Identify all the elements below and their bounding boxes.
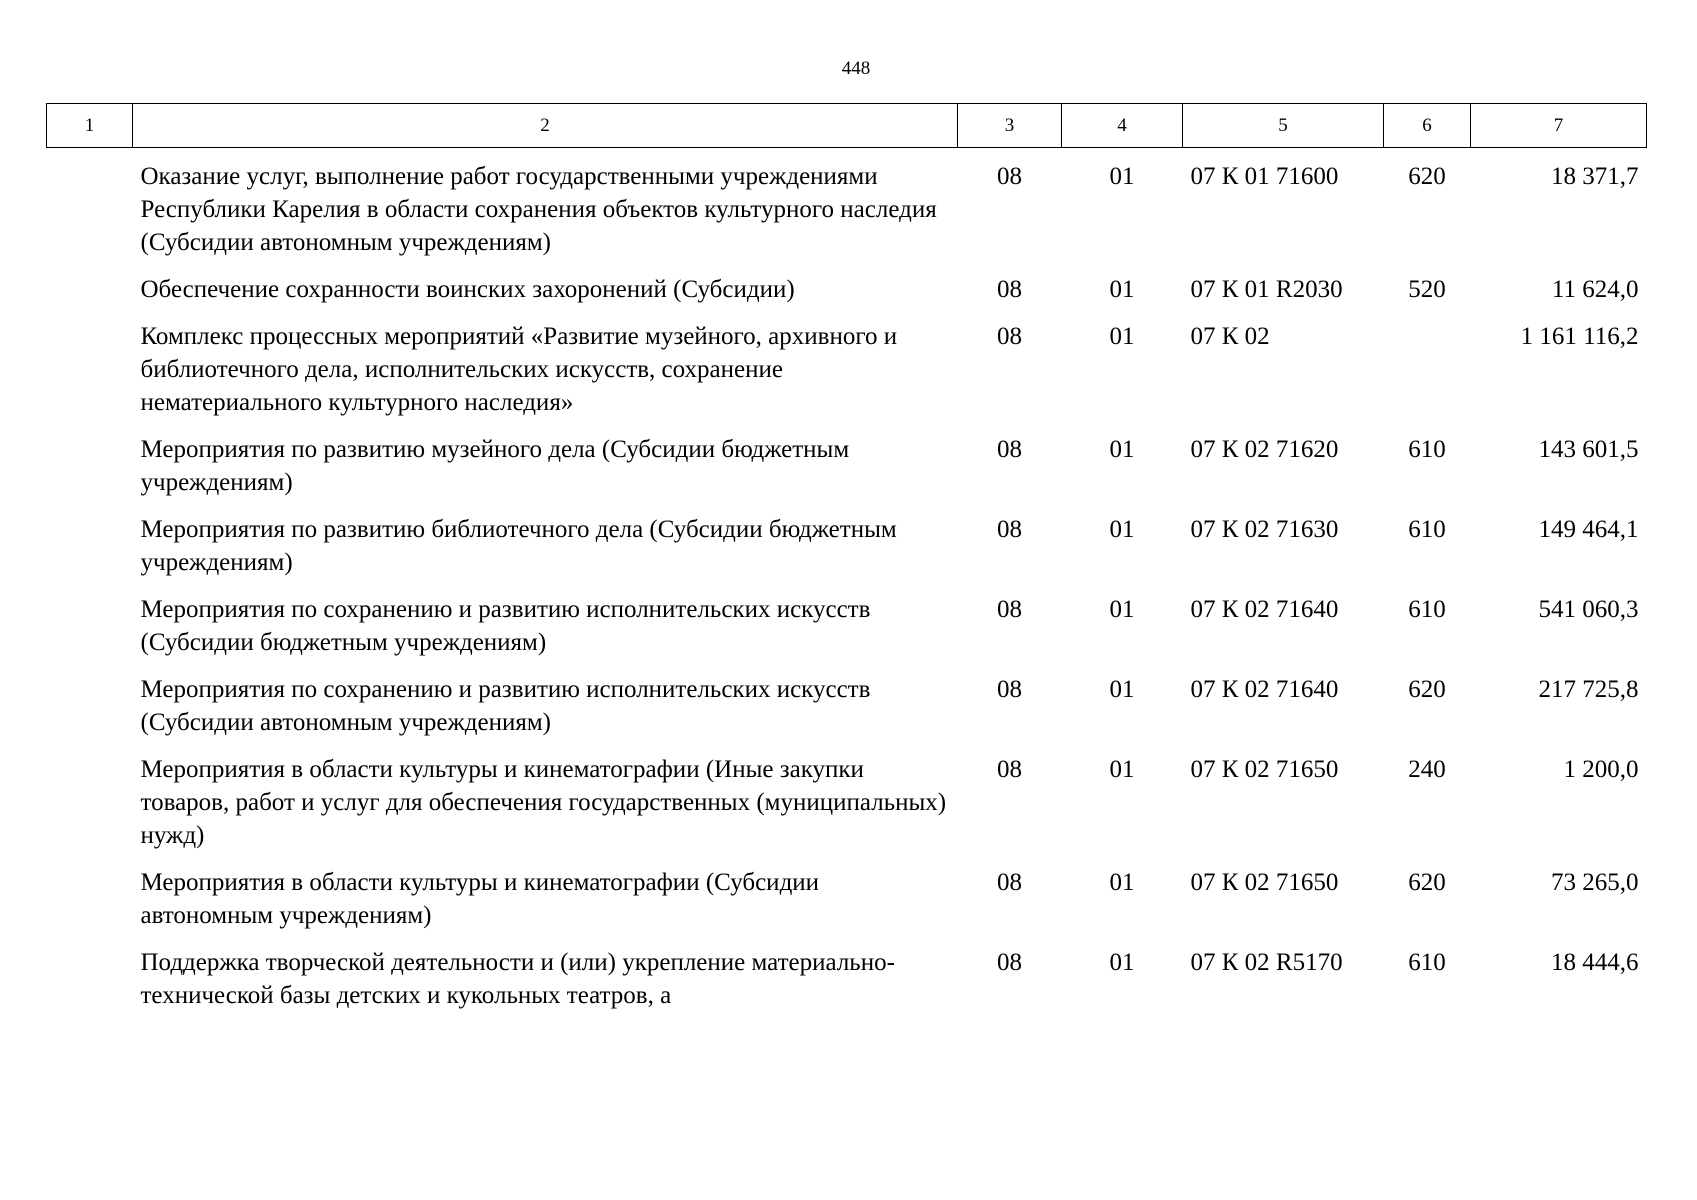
amount: 217 725,8 — [1538, 676, 1639, 703]
row-number-cell — [47, 148, 133, 274]
subsection-code: 01 — [1109, 436, 1135, 463]
target-article-code: 07 К 01 71600 — [1190, 163, 1339, 190]
item-name: Мероприятия в области культуры и кинематографии (Субсидии автономным учреждениям) — [140, 869, 820, 929]
section-code: 08 — [997, 756, 1022, 783]
target-article-code: 07 К 01 R2030 — [1190, 276, 1343, 303]
row-number-cell — [47, 753, 133, 866]
expense-type-code: 620 — [1408, 163, 1446, 190]
item-name: Обеспечение сохранности воинских захоронений (Субсидии) — [140, 276, 795, 303]
item-name: Комплекс процессных мероприятий «Развитие музейного, архивного и библиотечного дела, исполнительских искусств, сохранение нематериального культурного наследия» — [140, 323, 898, 416]
amount: 11 624,0 — [1551, 276, 1639, 303]
target-article-code: 07 К 02 — [1190, 323, 1270, 350]
item-name: Мероприятия по развитию музейного дела (Субсидии бюджетным учреждениям) — [140, 436, 850, 496]
section-code: 08 — [997, 516, 1022, 543]
column-header-4: 4 — [1062, 104, 1183, 148]
table-row — [47, 946, 1647, 1026]
column-header-6: 6 — [1384, 104, 1471, 148]
target-article-code: 07 К 02 71640 — [1190, 596, 1339, 623]
target-article-code: 07 К 02 71640 — [1190, 676, 1339, 703]
row-number-cell — [47, 946, 133, 1026]
section-code: 08 — [997, 276, 1022, 303]
budget-table — [46, 103, 1647, 1026]
item-name: Оказание услуг, выполнение работ государственными учреждениями Республики Карелия в области сохранения объектов культурного наследия (Субсидии автономным учреждениям) — [140, 163, 937, 256]
amount: 18 444,6 — [1551, 949, 1639, 976]
subsection-code: 01 — [1109, 163, 1135, 190]
amount: 18 371,7 — [1551, 163, 1639, 190]
amount: 1 200,0 — [1563, 756, 1639, 783]
subsection-code: 01 — [1109, 756, 1135, 783]
item-name: Мероприятия по сохранению и развитию исполнительских искусств (Субсидии автономным учреждениям) — [140, 676, 871, 736]
table-row — [47, 753, 1647, 866]
page-number: 448 — [841, 58, 871, 79]
subsection-code: 01 — [1109, 516, 1135, 543]
target-article-code: 07 К 02 71650 — [1190, 756, 1339, 783]
section-code: 08 — [997, 323, 1022, 350]
section-code: 08 — [997, 436, 1022, 463]
table-row — [47, 320, 1647, 433]
expense-type-code: 520 — [1408, 276, 1446, 303]
column-header-2: 2 — [133, 104, 958, 148]
table-row — [47, 148, 1647, 274]
amount: 1 161 116,2 — [1520, 323, 1639, 350]
row-number-cell — [47, 320, 133, 433]
item-name: Поддержка творческой деятельности и (или) укрепление материально-технической базы детских и кукольных театров, а — [140, 949, 895, 1009]
target-article-code: 07 К 02 R5170 — [1190, 949, 1343, 976]
row-number-cell — [47, 593, 133, 673]
row-number-cell — [47, 433, 133, 513]
subsection-code: 01 — [1109, 276, 1135, 303]
section-code: 08 — [997, 596, 1022, 623]
row-number-cell — [47, 673, 133, 753]
column-header-3: 3 — [958, 104, 1062, 148]
section-code: 08 — [997, 676, 1022, 703]
amount: 149 464,1 — [1538, 516, 1639, 543]
section-code: 08 — [997, 869, 1022, 896]
table-row — [47, 593, 1647, 673]
amount: 541 060,3 — [1538, 596, 1639, 623]
table-row — [47, 673, 1647, 753]
item-name: Мероприятия в области культуры и кинематографии (Иные закупки товаров, работ и услуг для обеспечения государственных (муниципальных) нужд) — [140, 756, 947, 849]
expense-type-code: 610 — [1408, 436, 1446, 463]
expense-type-code: 610 — [1408, 516, 1446, 543]
header-row — [47, 104, 1647, 148]
amount: 73 265,0 — [1551, 869, 1639, 896]
table-row — [47, 513, 1647, 593]
subsection-code: 01 — [1109, 323, 1135, 350]
expense-type-code: 620 — [1408, 869, 1446, 896]
table-row — [47, 866, 1647, 946]
target-article-code: 07 К 02 71650 — [1190, 869, 1339, 896]
table-row — [47, 273, 1647, 320]
expense-type-code: 610 — [1408, 949, 1446, 976]
subsection-code: 01 — [1109, 869, 1135, 896]
column-header-5: 5 — [1183, 104, 1384, 148]
amount: 143 601,5 — [1538, 436, 1639, 463]
target-article-code: 07 К 02 71620 — [1190, 436, 1339, 463]
target-article-code: 07 К 02 71630 — [1190, 516, 1339, 543]
column-header-7: 7 — [1471, 104, 1647, 148]
row-number-cell — [47, 866, 133, 946]
item-name: Мероприятия по развитию библиотечного дела (Субсидии бюджетным учреждениям) — [140, 516, 897, 576]
expense-type-code — [1384, 320, 1471, 433]
column-header-1: 1 — [47, 104, 133, 148]
section-code: 08 — [997, 163, 1022, 190]
expense-type-code: 620 — [1408, 676, 1446, 703]
subsection-code: 01 — [1109, 949, 1135, 976]
expense-type-code: 610 — [1408, 596, 1446, 623]
row-number-cell — [47, 273, 133, 320]
subsection-code: 01 — [1109, 596, 1135, 623]
expense-type-code: 240 — [1408, 756, 1446, 783]
section-code: 08 — [997, 949, 1022, 976]
subsection-code: 01 — [1109, 676, 1135, 703]
item-name: Мероприятия по сохранению и развитию исполнительских искусств (Субсидии бюджетным учреждениям) — [140, 596, 871, 656]
row-number-cell — [47, 513, 133, 593]
table-row — [47, 433, 1647, 513]
